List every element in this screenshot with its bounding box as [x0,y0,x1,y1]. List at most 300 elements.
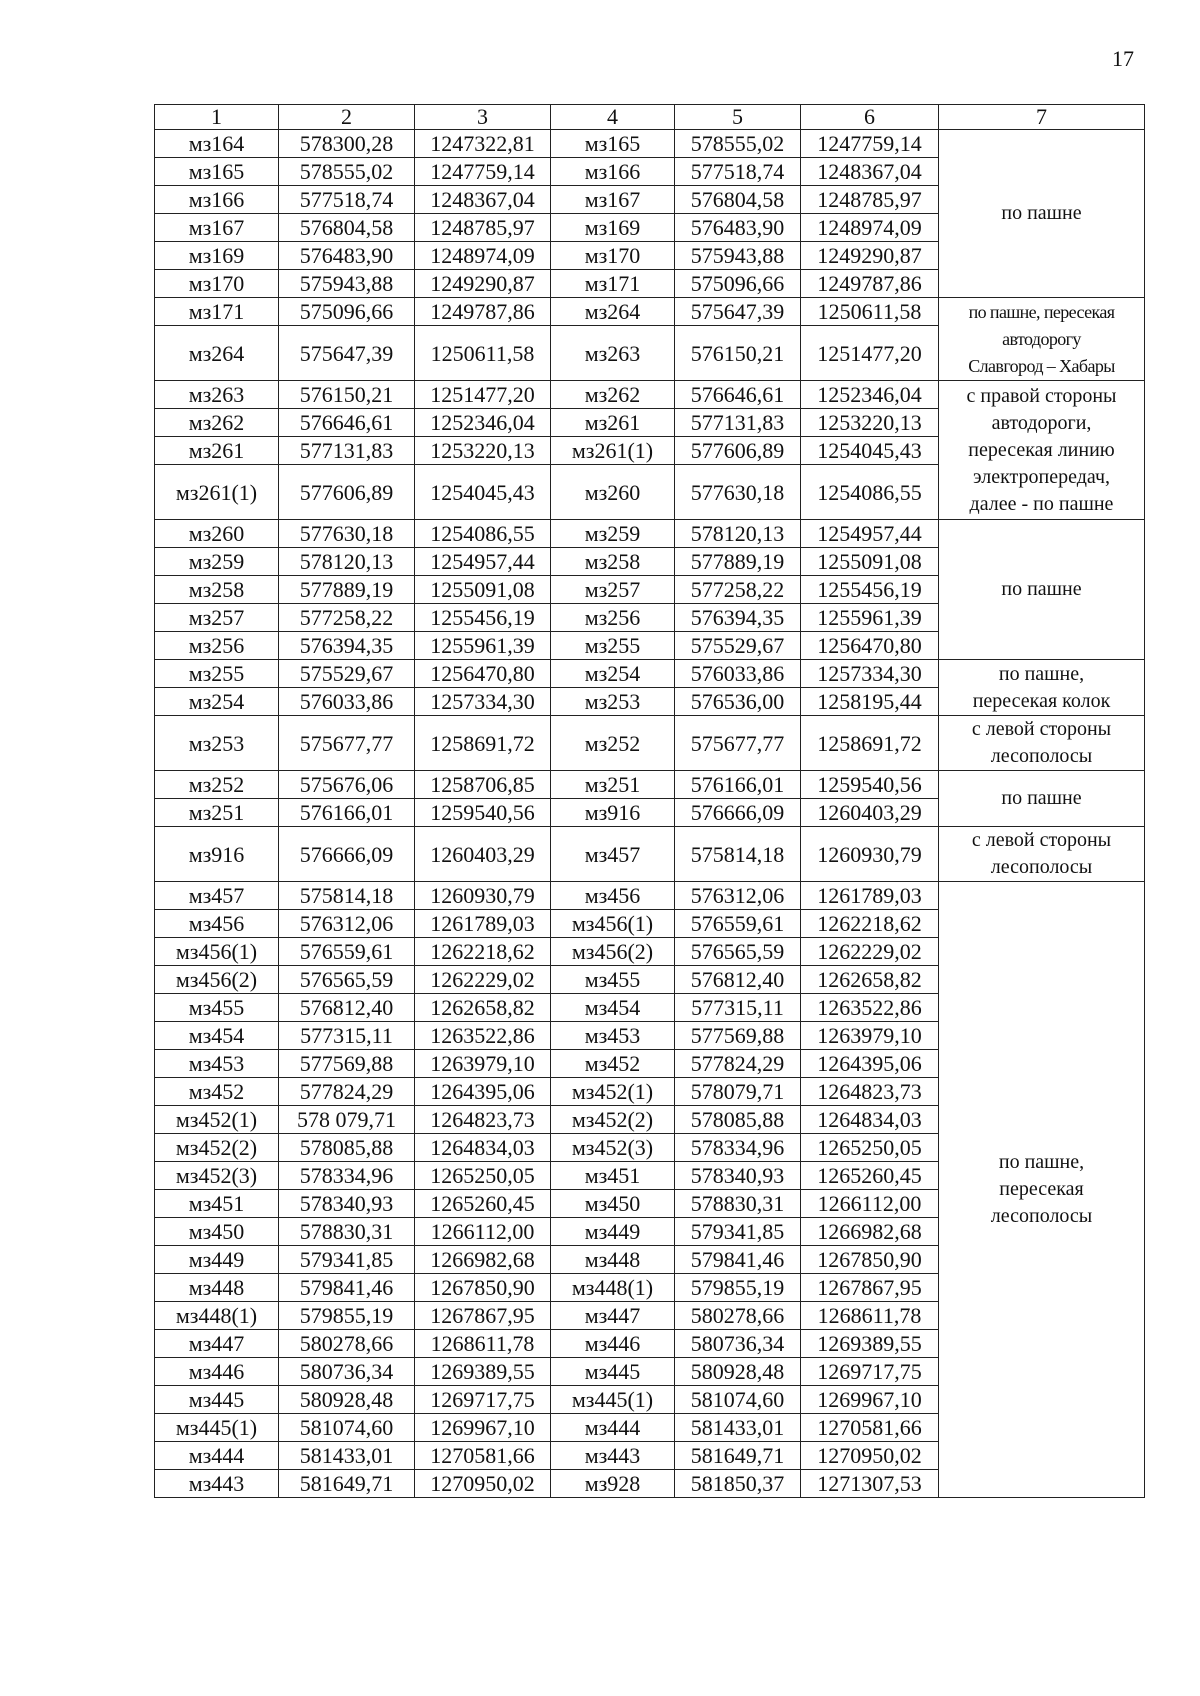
table-cell: мз452 [155,1078,279,1106]
table-cell: 1266112,00 [801,1190,939,1218]
table-cell: мз170 [551,242,675,270]
table-row [155,771,1145,799]
table-cell: мз445(1) [155,1414,279,1442]
table-cell: 575647,39 [279,326,415,381]
table-cell: мз255 [155,660,279,688]
table-cell: 576646,61 [675,381,801,409]
table-cell: 1262218,62 [801,910,939,938]
table-cell: 1266112,00 [415,1218,551,1246]
table-cell: 577315,11 [279,1022,415,1050]
route-description-line: по пашне, [998,662,1085,685]
table-cell: 1251477,20 [801,326,939,381]
table-cell: мз259 [551,520,675,548]
table-cell: мз262 [551,381,675,409]
table-cell: 1265260,45 [801,1162,939,1190]
route-description-cell [939,827,1145,882]
table-cell: мз454 [155,1022,279,1050]
table-cell: мз447 [155,1330,279,1358]
table-body [155,105,1145,1498]
table-cell: 578555,02 [675,130,801,158]
table-cell: 1258195,44 [801,688,939,716]
table-cell: мз928 [551,1470,675,1498]
table-cell: мз444 [155,1442,279,1470]
table-cell: 1250611,58 [415,326,551,381]
table-cell: мз167 [551,186,675,214]
table-cell: 1262218,62 [415,938,551,966]
column-header: 2 [279,105,415,130]
route-description-line: с правой стороны [966,384,1117,407]
route-description-line: лесополосы [990,745,1093,767]
table-cell: мз253 [551,688,675,716]
route-description-line: лесополосы [990,1205,1093,1227]
table-cell: 1267850,90 [801,1246,939,1274]
table-cell: 577518,74 [675,158,801,186]
table-cell: мз264 [155,326,279,381]
route-description-cell [939,381,1145,520]
table-cell: 1269389,55 [801,1330,939,1358]
table-cell: 580736,34 [675,1330,801,1358]
table-cell: 578334,96 [279,1162,415,1190]
table-cell: 576559,61 [675,910,801,938]
route-description-line: лесополосы [990,856,1093,878]
table-cell: 578334,96 [675,1134,801,1162]
table-cell: 1248974,09 [801,214,939,242]
table-cell: мз252 [551,716,675,771]
table-cell: мз916 [155,827,279,882]
table-cell: 1271307,53 [801,1470,939,1498]
page-number: 17 [1112,46,1134,71]
table-cell: 576804,58 [675,186,801,214]
route-description-line: автодороги, [991,411,1092,434]
table-cell: 576804,58 [279,214,415,242]
route-description-line: по пашне [1001,578,1082,600]
table-cell: 575677,77 [675,716,801,771]
table-cell: 1257334,30 [415,688,551,716]
table-cell: мз253 [155,716,279,771]
table-cell: мз445 [551,1358,675,1386]
table-cell: 580736,34 [279,1358,415,1386]
table-cell: 576312,06 [675,882,801,910]
table-cell: 1258691,72 [801,716,939,771]
table-cell: 1264834,03 [801,1106,939,1134]
table-cell: 577315,11 [675,994,801,1022]
table-cell: 576150,21 [279,381,415,409]
table-cell: 1258706,85 [415,771,551,799]
column-header: 5 [675,105,801,130]
table-cell: 1262658,82 [801,966,939,994]
table-cell: 577606,89 [279,465,415,520]
table-cell: 576150,21 [675,326,801,381]
table-cell: мз456 [155,910,279,938]
route-description-line: по пашне, пересекая [968,301,1115,322]
table-cell: 576565,59 [279,966,415,994]
table-row [155,827,1145,882]
table-cell: мз260 [155,520,279,548]
table-cell: 576812,40 [675,966,801,994]
route-description-line: по пашне [1001,787,1082,809]
table-cell: мз453 [551,1022,675,1050]
table-cell: 1261789,03 [415,910,551,938]
table-cell: мз166 [551,158,675,186]
table-row [155,660,1145,688]
route-description-cell [939,298,1145,381]
table-cell: мз448 [155,1274,279,1302]
boundary-coordinates-table [154,104,1145,1498]
table-cell: мз254 [551,660,675,688]
table-cell: 580928,48 [675,1358,801,1386]
table-cell: 1248367,04 [801,158,939,186]
table-cell: 577131,83 [675,409,801,437]
table-cell: 576166,01 [675,771,801,799]
table-cell: 1267850,90 [415,1274,551,1302]
table-cell: 1249290,87 [415,270,551,298]
route-description-line: пересекая [999,1178,1084,1200]
route-description-cell [939,716,1145,771]
table-cell: 581074,60 [279,1414,415,1442]
table-cell: 1264823,73 [415,1106,551,1134]
table-cell: 575943,88 [279,270,415,298]
table-cell: мз452(1) [155,1106,279,1134]
table-cell: 577824,29 [675,1050,801,1078]
table-cell: мз448(1) [155,1302,279,1330]
table-cell: 1268611,78 [415,1330,551,1358]
table-cell: мз451 [551,1162,675,1190]
table-cell: 1260930,79 [801,827,939,882]
table-cell: 577889,19 [279,576,415,604]
table-cell: мз259 [155,548,279,576]
table-cell: 576646,61 [279,409,415,437]
table-cell: мз167 [155,214,279,242]
table-cell: мз169 [155,242,279,270]
table-cell: 1258691,72 [415,716,551,771]
table-cell: 1269389,55 [415,1358,551,1386]
table-cell: 578555,02 [279,158,415,186]
table-cell: 576483,90 [675,214,801,242]
table-cell: 1247759,14 [801,130,939,158]
table-row [155,381,1145,409]
column-header: 7 [939,105,1145,130]
table-cell: 579841,46 [279,1274,415,1302]
table-cell: мз258 [551,548,675,576]
table-cell: мз261 [155,437,279,465]
table-cell: мз260 [551,465,675,520]
table-cell: 575814,18 [279,882,415,910]
table-cell: мз261(1) [155,465,279,520]
table-row [155,130,1145,158]
table-cell: 580278,66 [279,1330,415,1358]
table-cell: 1268611,78 [801,1302,939,1330]
table-cell: 581433,01 [675,1414,801,1442]
table-cell: мз457 [155,882,279,910]
table-cell: 578340,93 [675,1162,801,1190]
table-cell: мз164 [155,130,279,158]
table-cell: 1255961,39 [415,632,551,660]
table-cell: 577630,18 [675,465,801,520]
table-cell: мз446 [551,1330,675,1358]
route-description-cell [939,520,1145,660]
table-cell: мз251 [551,771,675,799]
table-cell: 1260403,29 [801,799,939,827]
table-cell: мз165 [551,130,675,158]
table-cell: 1261789,03 [801,882,939,910]
table-cell: мз452 [551,1050,675,1078]
table-cell: 578340,93 [279,1190,415,1218]
table-cell: 579341,85 [675,1218,801,1246]
table-cell: мз456(1) [551,910,675,938]
table-cell: мз450 [551,1190,675,1218]
table-cell: 576166,01 [279,799,415,827]
column-header: 4 [551,105,675,130]
route-description-line: Славгород – Хабары [968,355,1115,376]
table-cell: 579855,19 [279,1302,415,1330]
route-description-line: электропередач, [972,465,1111,488]
table-cell: 1260403,29 [415,827,551,882]
table-cell: мз257 [155,604,279,632]
route-description-line: пересекая линию [968,438,1115,461]
table-cell: 1247322,81 [415,130,551,158]
table-cell: мз452(3) [155,1162,279,1190]
table-cell: 1255091,08 [415,576,551,604]
table-cell: мз454 [551,994,675,1022]
table-cell: 576666,09 [675,799,801,827]
table-cell: 1264395,06 [415,1078,551,1106]
table-cell: мз452(2) [155,1134,279,1162]
table-cell: мз258 [155,576,279,604]
column-header: 1 [155,105,279,130]
table-cell: 1264834,03 [415,1134,551,1162]
table-cell: 575943,88 [675,242,801,270]
table-cell: 1249290,87 [801,242,939,270]
table-cell: 1254045,43 [415,465,551,520]
table-cell: 577569,88 [675,1022,801,1050]
table-cell: мз456(2) [155,966,279,994]
table-cell: мз264 [551,298,675,326]
table-cell: 1270950,02 [415,1470,551,1498]
table-cell: 1256470,80 [415,660,551,688]
route-description-cell [939,771,1145,827]
table-cell: мз457 [551,827,675,882]
table-cell: 1249787,86 [415,298,551,326]
table-cell: 1265250,05 [415,1162,551,1190]
table-cell: 1249787,86 [801,270,939,298]
table-cell: 1255456,19 [415,604,551,632]
table-cell: 575529,67 [675,632,801,660]
table-cell: 578085,88 [675,1106,801,1134]
table-cell: 1247759,14 [415,158,551,186]
table-cell: 581074,60 [675,1386,801,1414]
table-cell: мз263 [551,326,675,381]
column-header: 6 [801,105,939,130]
table-cell: мз452(3) [551,1134,675,1162]
table-cell: 1253220,13 [801,409,939,437]
table-cell: мз254 [155,688,279,716]
table-cell: 578120,13 [279,548,415,576]
table-cell: мз916 [551,799,675,827]
table-cell: 1264823,73 [801,1078,939,1106]
table-cell: мз171 [155,298,279,326]
table-cell: 577518,74 [279,186,415,214]
route-description-cell [939,130,1145,298]
table-cell: 1255091,08 [801,548,939,576]
table-cell: 576536,00 [675,688,801,716]
table-cell: 577630,18 [279,520,415,548]
table-cell: мз448(1) [551,1274,675,1302]
table-cell: 1262658,82 [415,994,551,1022]
table-cell: мз456(1) [155,938,279,966]
table-cell: 577258,22 [279,604,415,632]
table-cell: 1270950,02 [801,1442,939,1470]
table-cell: 576394,35 [279,632,415,660]
table-cell: 1265260,45 [415,1190,551,1218]
table-cell: 576565,59 [675,938,801,966]
table-cell: 575814,18 [675,827,801,882]
table-cell: 577606,89 [675,437,801,465]
table-cell: мз165 [155,158,279,186]
table-cell: 578300,28 [279,130,415,158]
table-cell: 577569,88 [279,1050,415,1078]
table-cell: 575529,67 [279,660,415,688]
table-cell: мз445 [155,1386,279,1414]
table-cell: 1266982,68 [415,1246,551,1274]
table-cell: мз453 [155,1050,279,1078]
route-description-line: пересекая колок [972,689,1111,712]
table-cell: мз456(2) [551,938,675,966]
table-cell: 577889,19 [675,548,801,576]
route-description-line: с левой стороны [971,718,1112,740]
table-cell: 1257334,30 [801,660,939,688]
table-cell: 1269967,10 [415,1414,551,1442]
table-cell: мз256 [551,604,675,632]
table-cell: мз446 [155,1358,279,1386]
table-cell: 1248785,97 [801,186,939,214]
table-cell: мз169 [551,214,675,242]
table-cell: мз455 [155,994,279,1022]
table-cell: 576666,09 [279,827,415,882]
route-description-line: с левой стороны [971,829,1112,851]
table-cell: 1255456,19 [801,576,939,604]
route-description-cell [939,882,1145,1498]
route-description-line: далее - по пашне [969,492,1114,515]
table-cell: мз448 [551,1246,675,1274]
table-cell: 576559,61 [279,938,415,966]
table-cell: 578830,31 [279,1218,415,1246]
table-cell: 577258,22 [675,576,801,604]
table-cell: 575647,39 [675,298,801,326]
table-cell: мз263 [155,381,279,409]
table-cell: 1251477,20 [415,381,551,409]
table-cell: 1255961,39 [801,604,939,632]
table-cell: 1267867,95 [415,1302,551,1330]
table-cell: 575676,06 [279,771,415,799]
table-cell: 581850,37 [675,1470,801,1498]
table-cell: мз452(1) [551,1078,675,1106]
table-cell: 1252346,04 [415,409,551,437]
table-cell: 1253220,13 [415,437,551,465]
table-cell: 577824,29 [279,1078,415,1106]
table-cell: мз450 [155,1218,279,1246]
table-cell: 1254086,55 [801,465,939,520]
table-cell: 1263979,10 [801,1022,939,1050]
table-cell: мз449 [551,1218,675,1246]
table-cell: мз447 [551,1302,675,1330]
table-row [155,298,1145,326]
table-cell: мз452(2) [551,1106,675,1134]
table-cell: мз255 [551,632,675,660]
table-cell: 1254957,44 [801,520,939,548]
table-cell: 581649,71 [279,1470,415,1498]
table-cell: 1262229,02 [415,966,551,994]
table-cell: 1254957,44 [415,548,551,576]
table-cell: 578830,31 [675,1190,801,1218]
table-cell: 575677,77 [279,716,415,771]
table-cell: мз449 [155,1246,279,1274]
table-cell: мз445(1) [551,1386,675,1414]
table-cell: 1254045,43 [801,437,939,465]
table-row [155,716,1145,771]
table-cell: 576394,35 [675,604,801,632]
table-cell: 576312,06 [279,910,415,938]
route-description-line: по пашне [1001,202,1082,224]
table-cell: 1264395,06 [801,1050,939,1078]
table-cell: мз257 [551,576,675,604]
table-cell: 579841,46 [675,1246,801,1274]
route-description-line: автодорогу [1002,328,1081,349]
table-cell: 1270581,66 [415,1442,551,1470]
table-header-row [155,105,1145,130]
table-cell: 1248974,09 [415,242,551,270]
table-cell: 1252346,04 [801,381,939,409]
table-cell: 1259540,56 [415,799,551,827]
route-description-cell [939,660,1145,716]
table-cell: 576033,86 [675,660,801,688]
table-cell: 1254086,55 [415,520,551,548]
table-row [155,520,1145,548]
table-cell: 1259540,56 [801,771,939,799]
table-cell: 581433,01 [279,1442,415,1470]
table-cell: 1269717,75 [415,1386,551,1414]
table-cell: 1270581,66 [801,1414,939,1442]
table-cell: 578079,71 [675,1078,801,1106]
table-cell: 576483,90 [279,242,415,270]
table-cell: 575096,66 [675,270,801,298]
table-cell: мз251 [155,799,279,827]
table-cell: 1248785,97 [415,214,551,242]
table-cell: мз455 [551,966,675,994]
table-cell: 580928,48 [279,1386,415,1414]
table-cell: 576812,40 [279,994,415,1022]
table-cell: 1266982,68 [801,1218,939,1246]
table-cell: 1260930,79 [415,882,551,910]
table-cell: 1267867,95 [801,1274,939,1302]
table-cell: 581649,71 [675,1442,801,1470]
table-cell: 1263979,10 [415,1050,551,1078]
table-cell: 578 079,71 [279,1106,415,1134]
table-cell: мз256 [155,632,279,660]
table-cell: мз262 [155,409,279,437]
table-cell: 1263522,86 [801,994,939,1022]
table-cell: мз456 [551,882,675,910]
table-cell: 576033,86 [279,688,415,716]
table-cell: 1256470,80 [801,632,939,660]
table-cell: мз166 [155,186,279,214]
table-cell: 577131,83 [279,437,415,465]
table-cell: 578085,88 [279,1134,415,1162]
table-cell: мз252 [155,771,279,799]
table-cell: 575096,66 [279,298,415,326]
table-cell: мз261 [551,409,675,437]
table-cell: мз443 [155,1470,279,1498]
table-cell: 1269967,10 [801,1386,939,1414]
